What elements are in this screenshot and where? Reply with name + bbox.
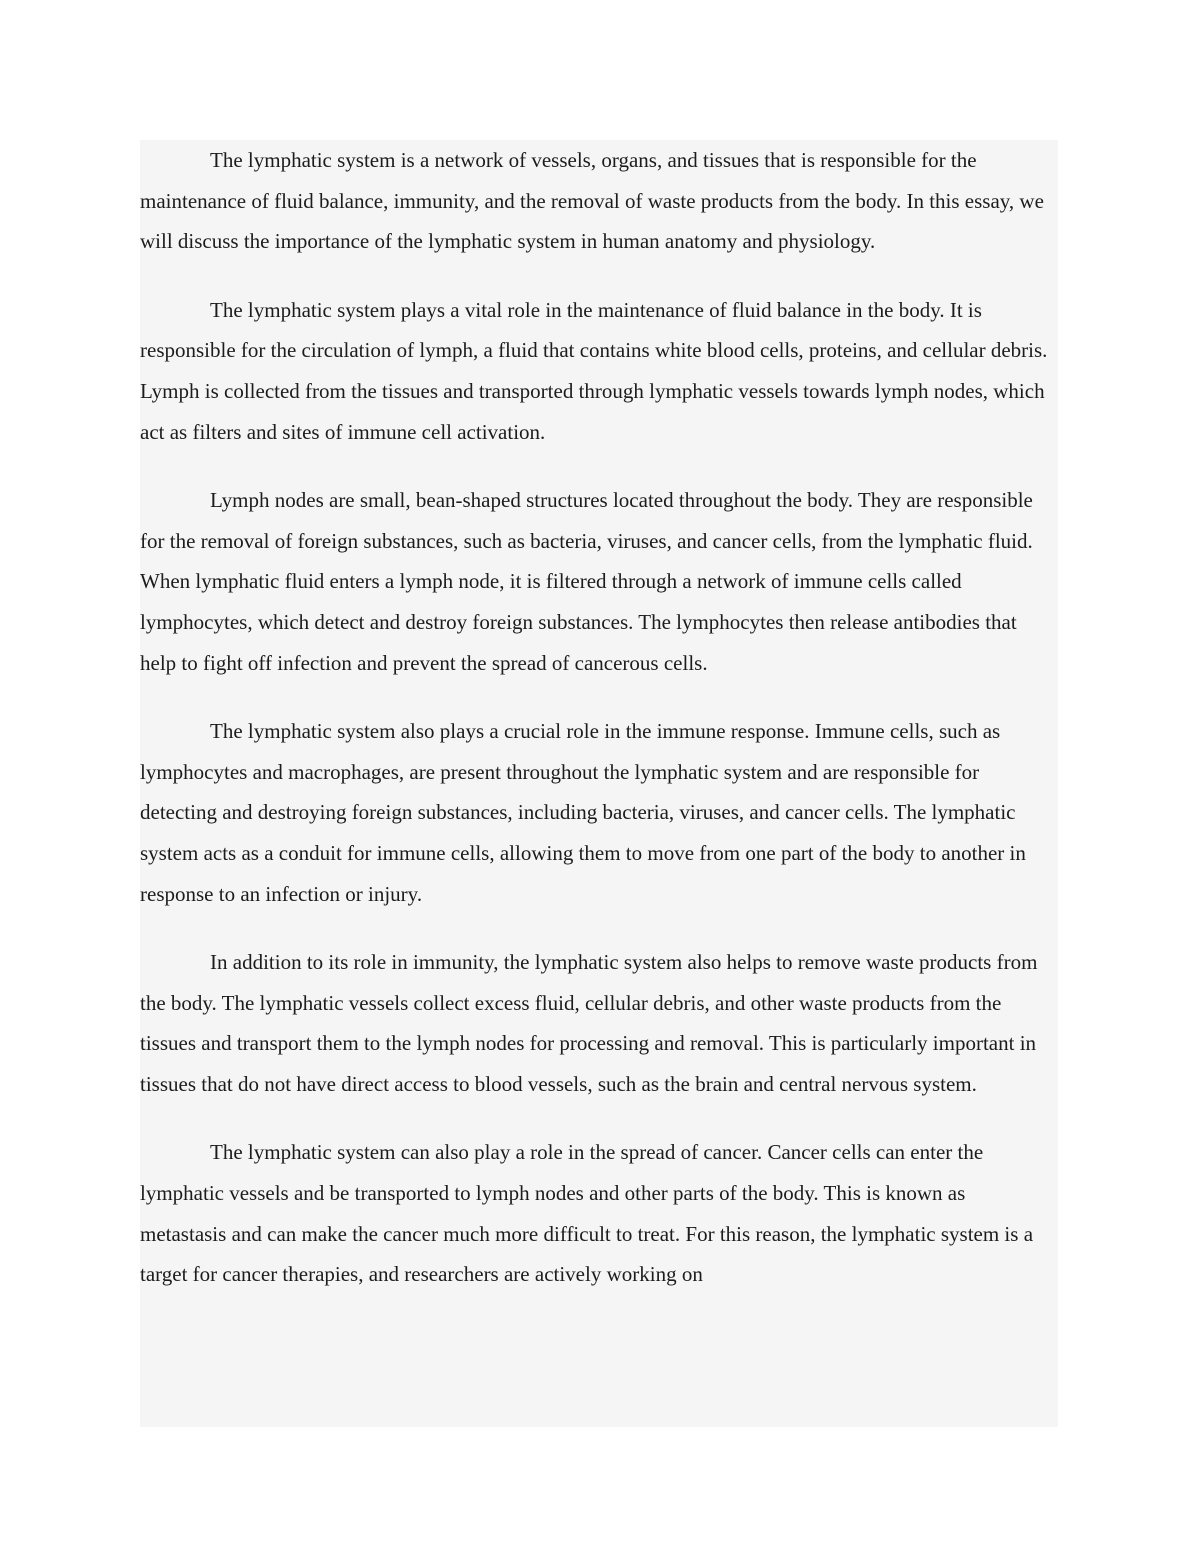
paragraph-6: The lymphatic system can also play a role in the spread of cancer. Cancer cells can enter the lymphatic vessels and be transported to lymph nodes and other parts of the body. This is known as metastasis and can make the cancer much more difficult to treat. For this reason, the lymphatic system is a target for cancer therapies, and researchers are actively working on bbox=[140, 1140, 1034, 1287]
paragraph-1: The lymphatic system is a network of vessels, organs, and tissues that is responsible for the maintenance of fluid balance, immunity, and the removal of waste products from the body. In this essay, we will discuss the importance of the lymphatic system in human anatomy and physiology. bbox=[140, 148, 1044, 254]
paragraph-5: In addition to its role in immunity, the lymphatic system also helps to remove waste products from the body. The lymphatic vessels collect excess fluid, cellular debris, and other waste products from the tissues and transport them to the lymph nodes for processing and removal. This is particularly important in tissues that do not have direct access to blood vessels, such as the brain and central nervous system. bbox=[140, 950, 1038, 1096]
paragraph-4: The lymphatic system also plays a crucial role in the immune response. Immune cells, such as lymphocytes and macrophages, are present throughout the lymphatic system and are responsible for detecting and destroying foreign substances, including bacteria, viruses, and cancer cells. The lymphatic system acts as a conduit for immune cells, allowing them to move from one part of the body to another in response to an infection or injury. bbox=[140, 719, 1026, 906]
paragraph-2: The lymphatic system plays a vital role in the maintenance of fluid balance in the body. It is responsible for the circulation of lymph, a fluid that contains white blood cells, proteins, and cellular debris. Lymph is collected from the tissues and transported through lymphatic vessels towards lymph nodes, which act as filters and sites of immune cell activation. bbox=[140, 297, 1048, 444]
paragraph-3: Lymph nodes are small, bean-shaped structures located throughout the body. They are responsible for the removal of foreign substances, such as bacteria, viruses, and cancer cells, from the lymphatic fluid. When lymphatic fluid enters a lymph node, it is filtered through a network of immune cells called lymphocytes, which detect and destroy foreign substances. The lymphocytes then release antibodies that help to fight off infection and prevent the spread of cancerous cells. bbox=[140, 488, 1033, 675]
essay-text-block bbox=[140, 140, 1058, 1427]
